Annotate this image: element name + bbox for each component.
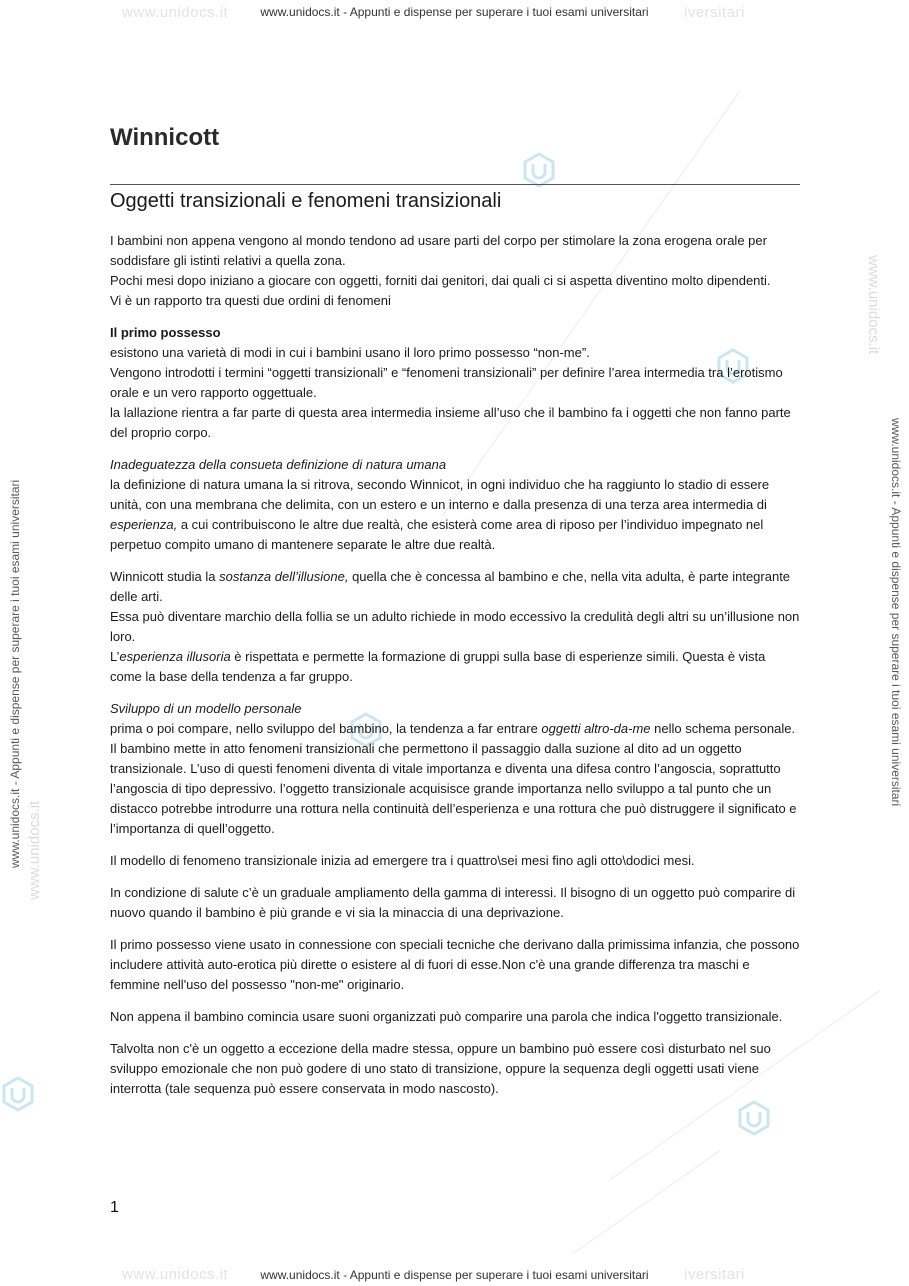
intro-line: I bambini non appena vengono al mondo tendono ad usare parti del corpo per stimolare la zona erogena orale per soddisfare gli istinti relativi a quella zona. — [110, 233, 767, 268]
watermark-faint-text: iversitari — [684, 4, 745, 21]
section-title: Oggetti transizionali e fenomeni transizionali — [110, 190, 502, 212]
watermark-banner-top: www.unidocs.it - Appunti e dispense per superare i tuoi esami universitari — [260, 5, 649, 19]
personal-model-emphasis: oggetti altro-da-me — [541, 721, 651, 736]
watermark-side-left: www.unidocs.it - Appunti e dispense per superare i tuoi esami universitari — [8, 479, 22, 868]
illusion-emphasis: sostanza dell’illusione, — [219, 569, 349, 584]
watermark-faint-text: iversitari — [684, 1266, 745, 1283]
unidocs-logo-icon — [0, 1076, 36, 1112]
illusion-text: Essa può diventare marchio della follia se un adulto richiede in modo eccessivo la credulità degli altri su un’illusione non loro. — [110, 609, 800, 644]
unidocs-logo-icon — [521, 152, 557, 188]
intro-line: Pochi mesi dopo iniziano a giocare con oggetti, forniti dai genitori, dai quali ci si aspetta diventino molto dipendenti. — [110, 273, 771, 288]
illusion-paragraph — [110, 567, 800, 687]
body-paragraph: Talvolta non c'è un oggetto a eccezione della madre stessa, oppure un bambino può essere così disturbato nel suo sviluppo emozionale che non può godere di uno stato di transizione, oppure la sequenza degli oggetti usati viene interrotta (tale sequenza può essere conservata in modo nascosto). — [110, 1041, 771, 1096]
illusion-text: è rispettata e permette la formazione di gruppi sulla base di esperienze simili. Questa è vista come la base della tendenza a far gruppo. — [110, 649, 766, 684]
body-paragraph: Il modello di fenomeno transizionale inizia ad emergere tra i quattro\sei mesi fino agli otto\dodici mesi. — [110, 853, 695, 868]
watermark-faint-text: www.unidocs.it — [122, 1266, 229, 1283]
inadequacy-paragraph — [110, 455, 800, 555]
document-title: Winnicott — [110, 124, 220, 151]
watermark-banner-bottom: www.unidocs.it - Appunti e dispense per superare i tuoi esami universitari — [260, 1268, 649, 1282]
inadequacy-heading: Inadeguatezza della consueta definizione di natura umana — [110, 457, 447, 472]
personal-model-text: nello schema personale. Il bambino mette in atto fenomeni transizionali che permettono il passaggio dalla suzione al dito ad un oggetto transizionale. L’uso di questi fenomeni diventa di vitale importanza e diventa una difesa contro l’angoscia, soprattutto l’angoscia di tipo depressivo. l’oggetto transizionale acquisisce grande importanza nello sviluppo a tal punto che un distacco potrebbe introdurre una rottura nella continuità dell’esperienza e una rottura che può distruggere il significato e l’importanza di quell’oggetto. — [110, 721, 797, 836]
inadequacy-text: la definizione di natura umana la si ritrova, secondo Winnicot, in ogni individuo che ha raggiunto lo stadio di essere unità, con una membrana che delimita, con un estero e un interno e dalla presenza di una terza area intermedia di — [110, 477, 770, 512]
personal-model-text: prima o poi compare, nello sviluppo del bambino, la tendenza a far entrare — [110, 721, 542, 736]
illusion-emphasis: esperienza illusoria — [119, 649, 231, 664]
page-number: 1 — [110, 1199, 119, 1216]
inadequacy-emphasis: esperienza, — [110, 517, 178, 532]
first-possession-line: esistono una varietà di modi in cui i bambini usano il loro primo possesso “non-me”. — [110, 345, 590, 360]
first-possession-line: la lallazione rientra a far parte di questa area intermedia insieme all’uso che il bambino fa i oggetti che non fanno parte del proprio corpo. — [110, 405, 791, 440]
body-paragraph: Non appena il bambino comincia usare suoni organizzati può comparire una parola che indica l'oggetto transizionale. — [110, 1009, 783, 1024]
illusion-text: Winnicott studia la — [110, 569, 220, 584]
watermark-side-right: www.unidocs.it - Appunti e dispense per superare i tuoi esami universitari — [889, 418, 903, 807]
first-possession-heading: Il primo possesso — [110, 325, 221, 340]
unidocs-logo-icon — [736, 1100, 772, 1136]
illusion-text: L’ — [110, 649, 120, 664]
personal-model-heading: Sviluppo di un modello personale — [110, 701, 302, 716]
first-possession-paragraph — [110, 323, 800, 443]
body-paragraph: Il primo possesso viene usato in connessione con speciali tecniche che derivano dalla primissima infanzia, che possono includere attività auto-erotica più dirette o esistere al di fuori di esse.Non c'è una grande differenza tra maschi e femmine nell'uso del possesso "non-me" originario. — [110, 937, 800, 992]
document-body — [110, 231, 800, 1099]
watermark-faint-text: www.unidocs.it — [122, 4, 229, 21]
inadequacy-text: a cui contribuiscono le altre due realtà, che esisterà come area di riposo per l’individuo impegnato nel perpetuo compito umano di mantenere separate le altre due realtà. — [110, 517, 764, 552]
first-possession-line: Vengono introdotti i termini “oggetti transizionali” e “fenomeni transizionali” per definire l’area intermedia tra l’erotismo orale e un vero rapporto oggettuale. — [110, 365, 783, 400]
intro-line: Vi è un rapporto tra questi due ordini di fenomeni — [110, 293, 391, 308]
illusion-text: quella che è concessa al bambino e che, nella vita adulta, è parte integrante delle arti. — [110, 569, 791, 604]
personal-model-paragraph — [110, 699, 800, 839]
intro-paragraph — [110, 231, 800, 311]
watermark-side-faint-right: www.unidocs.it — [865, 255, 882, 355]
body-paragraph: In condizione di salute c’è un graduale ampliamento della gamma di interessi. Il bisogno di un oggetto può comparire di nuovo quando il bambino è più grande e vi sia la minaccia di una deprivazione. — [110, 885, 796, 920]
title-divider — [110, 184, 800, 185]
watermark-side-faint-left: www.unidocs.it — [26, 800, 43, 900]
watermark-diagonal-line — [573, 1150, 721, 1254]
